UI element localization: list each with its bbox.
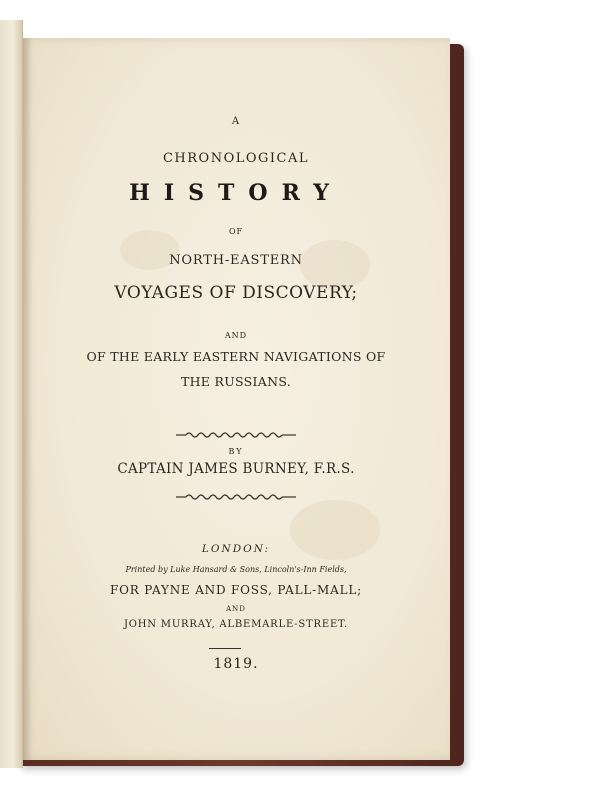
ornamental-rule-bottom (22, 487, 450, 506)
title-line-north-eastern: NORTH-EASTERN (169, 253, 303, 268)
title-line-early-navigations: OF THE EARLY EASTERN NAVIGATIONS OF (86, 349, 386, 364)
title-line-by: BY (228, 447, 244, 456)
facing-page-edge (0, 20, 23, 768)
imprint-and: AND (226, 605, 246, 613)
imprint-place: LONDON: (201, 543, 271, 555)
ornamental-rule-top (22, 425, 450, 444)
imprint-year: 1819. (213, 656, 259, 672)
page-gutter-shadow (22, 38, 32, 760)
title-line-voyages: VOYAGES OF DISCOVERY; (114, 283, 358, 303)
imprint-publisher-payne-foss: FOR PAYNE AND FOSS, PALL-MALL; (110, 583, 362, 597)
title-line-russians: THE RUSSIANS. (180, 374, 292, 389)
title-line-a: A (231, 116, 241, 127)
imprint-publisher-murray: JOHN MURRAY, ALBEMARLE-STREET. (123, 619, 349, 630)
imprint-printer: Printed by Luke Hansard & Sons, Lincoln's-Inn Fields, (125, 565, 347, 574)
year-rule (209, 648, 241, 649)
title-line-and: AND (224, 331, 248, 340)
title-line-of: OF (228, 227, 244, 236)
title-line-chronological: CHRONOLOGICAL (162, 151, 310, 166)
title-line-history: HISTORY (129, 180, 343, 206)
author-name: CAPTAIN JAMES BURNEY, F.R.S. (117, 461, 355, 477)
title-page (22, 38, 450, 760)
